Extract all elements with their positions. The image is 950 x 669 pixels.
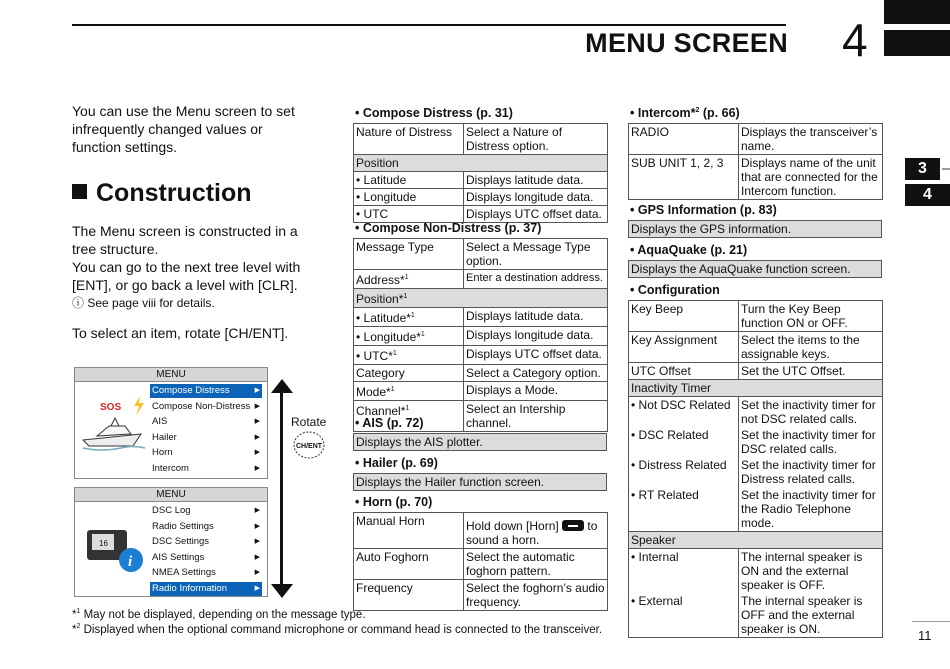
horn-table: [353, 512, 608, 611]
footnote-mark: 1: [410, 312, 415, 319]
arrow-down-icon: [271, 584, 293, 598]
side-tab-line: [942, 168, 950, 170]
menu-item-horn[interactable]: [150, 446, 262, 460]
see-page-note-text: See page viii for details.: [87, 296, 215, 310]
rotate-arrow-line: [280, 388, 283, 588]
cell-text: Hold down [Horn]: [466, 519, 559, 533]
table-cell: Select a Nature of Distress option.: [464, 124, 608, 155]
table-cell: Select the items to the assignable keys.: [739, 332, 883, 363]
footnote-text: May not be displayed, depending on the message type.: [80, 608, 366, 621]
table-cell: Displays UTC offset data.: [464, 346, 608, 365]
table-cell: The internal speaker is ON and the external speaker is OFF.: [739, 549, 883, 594]
menu-item-label: Compose Non-Distress: [152, 401, 251, 412]
menu-item-label: Hailer: [152, 432, 177, 443]
footnote-mark: 1: [403, 293, 408, 300]
intercom-heading: [630, 106, 740, 120]
table-cell: Manual Horn: [354, 513, 464, 549]
table-cell: UTC Offset: [629, 363, 739, 380]
hailer-heading: • Hailer (p. 69): [355, 456, 438, 470]
arrow-right-icon: ▶: [254, 554, 260, 561]
table-cell: • External: [629, 593, 739, 638]
table-cell: Frequency: [354, 580, 464, 611]
arrow-right-icon: ▶: [254, 403, 260, 410]
footnote-mark: *: [72, 623, 77, 636]
table-subheader: Inactivity Timer: [629, 380, 883, 397]
table-cell: Select the automatic foghorn pattern.: [464, 549, 608, 580]
table-cell: [464, 513, 608, 549]
arrow-right-icon: ▶: [254, 507, 260, 514]
menu-item-dsc-settings[interactable]: [150, 535, 262, 549]
hailer-table: [353, 473, 607, 491]
lightning-icon: [131, 396, 147, 416]
table-subheader: Displays the GPS information.: [629, 221, 882, 238]
footnote-number: 2: [76, 623, 81, 630]
table-cell: Set the UTC Offset.: [739, 363, 883, 380]
gps-table: [628, 220, 882, 238]
menu-item-label: DSC Log: [152, 505, 191, 516]
table-cell: [354, 382, 464, 401]
menu-screen-2: [74, 487, 268, 597]
cell-text: Channel*: [356, 404, 406, 418]
ais-heading: • AIS (p. 72): [355, 416, 424, 430]
heading-page: (p. 66): [699, 106, 740, 120]
table-cell: Displays the transceiver’s name.: [739, 124, 883, 155]
table-cell: Message Type: [354, 239, 464, 270]
svg-text:16: 16: [99, 539, 108, 548]
intro-text: You can use the Menu screen to set infrequently changed values or function settings.: [72, 103, 295, 155]
footnote-mark: 2: [695, 106, 700, 114]
table-cell: SUB UNIT 1, 2, 3: [629, 155, 739, 200]
table-cell: • UTC: [354, 206, 464, 223]
aquaquake-heading: • AquaQuake (p. 21): [630, 243, 748, 257]
cell-text: • UTC*: [356, 349, 393, 363]
table-cell: [354, 308, 464, 327]
construction-heading: [72, 179, 252, 208]
menu-item-dsc-log[interactable]: [150, 504, 262, 518]
aquaquake-table: [628, 260, 882, 278]
horn-heading: • Horn (p. 70): [355, 495, 433, 509]
chapter-bar-top: [884, 0, 950, 24]
table-cell: Turn the Key Beep function ON or OFF.: [739, 301, 883, 332]
info-icon: ⓘ: [72, 296, 85, 310]
table-cell: Displays a Mode.: [464, 382, 608, 401]
table-cell: Key Assignment: [629, 332, 739, 363]
table-cell: Select a Category option.: [464, 365, 608, 382]
menu-item-label: Intercom: [152, 463, 189, 474]
construction-line-2: You can go to the next tree level with [ENT], or go back a level with [CLR].: [72, 259, 301, 293]
table-cell: Displays UTC offset data.: [464, 206, 608, 223]
cell-text: • Latitude*: [356, 311, 411, 325]
heading-text: • Intercom*: [630, 106, 696, 120]
table-cell: Set the inactivity timer for not DSC related calls.: [739, 397, 883, 428]
table-cell: • Not DSC Related: [629, 397, 739, 428]
header-rule: [72, 24, 786, 26]
table-cell: The internal speaker is OFF and the external speaker is ON.: [739, 593, 883, 638]
menu-item-ais-settings[interactable]: [150, 551, 262, 565]
table-subheader: Displays the Hailer function screen.: [354, 474, 607, 491]
menu-item-ais[interactable]: [150, 415, 262, 429]
menu-title: MENU: [75, 368, 267, 382]
footnote-mark: 1: [392, 350, 397, 357]
menu-title: MENU: [75, 488, 267, 502]
see-page-note: [72, 294, 322, 312]
table-cell: • Distress Related: [629, 457, 739, 487]
footnote-2: [72, 623, 602, 636]
footnote-text: Displayed when the optional command microphone or command head is connected to the transceiver.: [80, 623, 603, 636]
compose-non-distress-table: [353, 238, 608, 432]
arrow-right-icon: ▶: [254, 387, 260, 394]
menu-item-label: Radio Information: [152, 583, 227, 594]
menu-item-hailer[interactable]: [150, 431, 262, 445]
construction-heading-text: Construction: [96, 179, 252, 207]
boat-icon: [81, 412, 147, 452]
ch-ent-knob-icon: [292, 430, 326, 460]
menu-item-radio-settings[interactable]: [150, 520, 262, 534]
configuration-heading: • Configuration: [630, 283, 720, 297]
menu-item-label: Radio Settings: [152, 521, 214, 532]
table-cell: RADIO: [629, 124, 739, 155]
cell-text: to sound a horn.: [466, 519, 598, 547]
knob-label: CH/ENT: [295, 443, 323, 450]
arrow-right-icon: ▶: [254, 418, 260, 425]
sos-label: SOS: [100, 402, 122, 413]
configuration-table: [628, 300, 883, 638]
table-cell: Auto Foghorn: [354, 549, 464, 580]
table-subheader: Displays the AquaQuake function screen.: [629, 261, 882, 278]
table-cell: • DSC Related: [629, 427, 739, 457]
gps-heading: • GPS Information (p. 83): [630, 203, 777, 217]
svg-text:i: i: [128, 554, 133, 570]
chapter-number: 4: [842, 14, 868, 66]
compose-distress-heading: • Compose Distress (p. 31): [355, 106, 513, 120]
table-cell: Set the inactivity timer for the Radio Telephone mode.: [739, 487, 883, 532]
table-cell: Nature of Distress: [354, 124, 464, 155]
footnote-mark: 1: [390, 386, 395, 393]
menu-item-label: DSC Settings: [152, 536, 210, 547]
table-cell: [354, 346, 464, 365]
table-cell: Displays longitude data.: [464, 189, 608, 206]
menu-item-intercom[interactable]: [150, 462, 262, 476]
table-cell: Key Beep: [629, 301, 739, 332]
menu-item-label: AIS Settings: [152, 552, 205, 563]
page-title: MENU SCREEN: [585, 28, 788, 58]
menu-item-compose-non-distress[interactable]: [150, 400, 262, 414]
menu-item-label: AIS: [152, 416, 168, 427]
construction-description: [72, 222, 322, 312]
arrow-right-icon: ▶: [254, 434, 260, 441]
menu-item-label: NMEA Settings: [152, 567, 216, 578]
square-bullet-icon: [72, 184, 87, 199]
table-subheader: Position: [354, 155, 608, 172]
table-cell: • Longitude: [354, 189, 464, 206]
chapter-bar-bottom: [884, 30, 950, 56]
arrow-right-icon: ▶: [254, 569, 260, 576]
footnote-number: 1: [76, 608, 81, 615]
arrow-right-icon: ▶: [254, 538, 260, 545]
menu-item-nmea-settings[interactable]: [150, 566, 262, 580]
ais-table: [353, 433, 607, 451]
intercom-table: [628, 123, 883, 200]
select-instruction: To select an item, rotate [CH/ENT].: [72, 325, 289, 341]
compose-distress-table: [353, 123, 608, 223]
cell-text: • Longitude*: [356, 330, 421, 344]
footnote-mark: 1: [404, 274, 409, 281]
arrow-right-icon: ▶: [254, 465, 260, 472]
menu-screen-1: [74, 367, 268, 479]
table-subheader: [354, 289, 608, 308]
arrow-right-icon: ▶: [254, 523, 260, 530]
menu-item-label: Compose Distress: [152, 385, 230, 396]
side-tab-4[interactable]: 4: [905, 184, 950, 206]
cell-text: Address*: [356, 273, 405, 287]
table-cell: Select a Message Type option.: [464, 239, 608, 270]
radio-device-icon: [83, 524, 145, 580]
table-cell: Select the foghorn’s audio frequency.: [464, 580, 608, 611]
table-cell: Displays longitude data.: [464, 327, 608, 346]
table-subheader: Displays the AIS plotter.: [354, 434, 607, 451]
table-cell: Category: [354, 365, 464, 382]
table-cell: [354, 270, 464, 289]
arrow-right-icon: ▶: [254, 449, 260, 456]
cell-text: Position*: [356, 292, 404, 306]
table-cell: Displays latitude data.: [464, 308, 608, 327]
footnote-mark: 1: [420, 331, 425, 338]
table-cell: Set the inactivity timer for DSC related calls.: [739, 427, 883, 457]
footnote-mark: 1: [405, 405, 410, 412]
menu-item-label: Horn: [152, 447, 173, 458]
table-cell: Displays name of the unit that are connected for the Intercom function.: [739, 155, 883, 200]
table-cell: • Latitude: [354, 172, 464, 189]
compose-non-distress-heading: • Compose Non-Distress (p. 37): [355, 221, 542, 235]
page-number: 11: [918, 628, 932, 643]
page-number-rule: [912, 621, 950, 622]
arrow-right-icon: ▶: [254, 585, 260, 592]
table-cell: Set the inactivity timer for Distress related calls.: [739, 457, 883, 487]
arrow-up-icon: [271, 379, 293, 393]
table-cell: • Internal: [629, 549, 739, 594]
cell-text: Mode*: [356, 385, 391, 399]
table-cell: • RT Related: [629, 487, 739, 532]
table-cell: [354, 327, 464, 346]
menu-item-radio-information[interactable]: [150, 582, 262, 596]
table-subheader: Speaker: [629, 532, 883, 549]
table-cell: Select an Intership channel.: [464, 401, 608, 432]
table-cell: Enter a destination address.: [464, 270, 608, 289]
side-tab-3[interactable]: 3: [905, 158, 940, 180]
horn-key-icon: [562, 520, 584, 531]
table-cell: Displays latitude data.: [464, 172, 608, 189]
rotate-label: Rotate: [291, 415, 327, 429]
footnote-mark: *: [72, 608, 77, 621]
menu-item-compose-distress[interactable]: [150, 384, 262, 398]
footnote-1: [72, 608, 366, 621]
construction-line-1: The Menu screen is constructed in a tree structure.: [72, 223, 298, 257]
